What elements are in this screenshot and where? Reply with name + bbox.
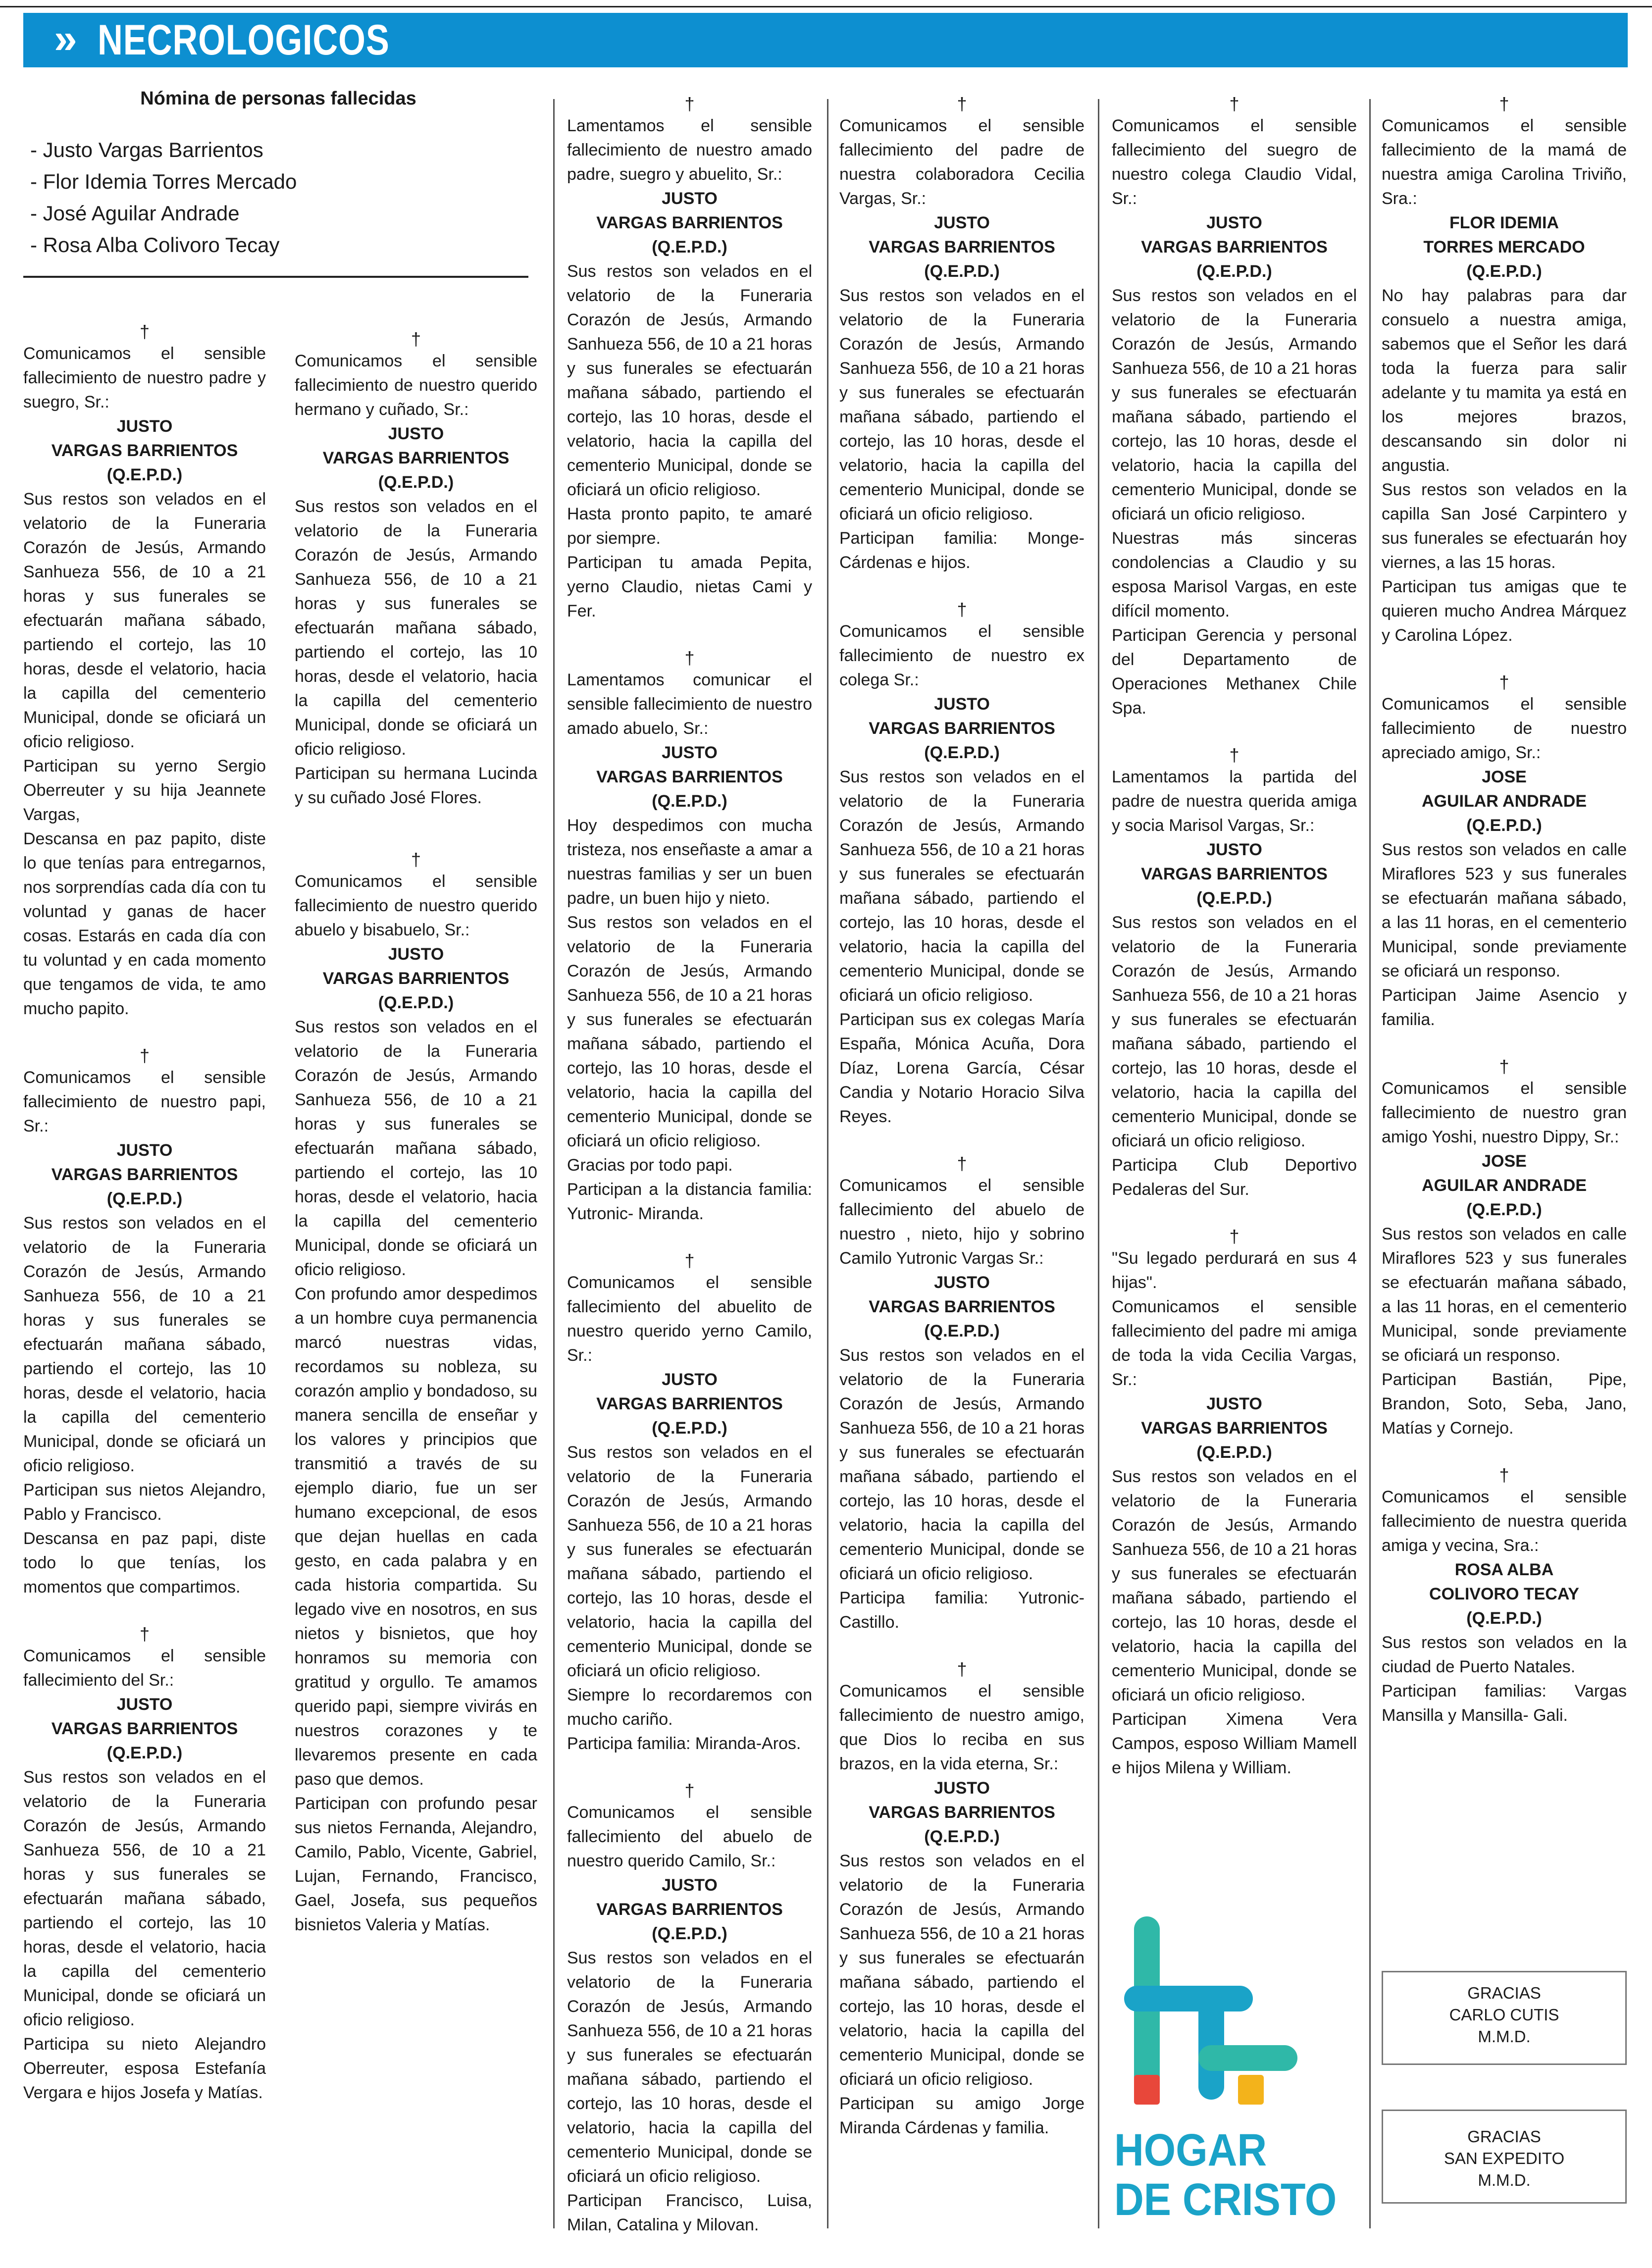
notice-restos: Sus restos son velados en el velatorio de la Funeraria Corazón de Jesús, Armando Sanhueza 556, de 10 a 21 horas y sus funerales se efectuarán mañana sábado, partiendo el cortejo, las 10 horas, desde el velatorio, hacia la capilla del cementerio Municipal, donde se oficiará un oficio religioso. <box>839 286 1084 523</box>
cross-icon: † <box>957 1153 967 1174</box>
column-3 <box>567 94 812 2237</box>
deceased-name: FLOR IDEMIA <box>1449 213 1559 232</box>
deceased-name: JUSTO <box>1206 213 1262 232</box>
notice-intro: Comunicamos el sensible fallecimiento de nuestro padre y suegro, Sr.: <box>23 344 266 412</box>
qepd-label: (Q.E.P.D.) <box>652 1924 727 1943</box>
deceased-name: JUSTO <box>662 743 718 762</box>
notice-intro: Comunicamos el sensible fallecimiento del padre mi amiga de toda la vida Cecilia Vargas, Sr.: <box>1112 1297 1357 1389</box>
nomina-item: - Justo Vargas Barrientos <box>30 138 263 161</box>
obituary-notice <box>1112 1227 1357 1780</box>
gracias-line: SAN EXPEDITO <box>1444 2149 1565 2167</box>
cross-icon: † <box>1499 672 1509 692</box>
nomina-title: Nómina de personas fallecidas <box>140 88 416 109</box>
notice-intro: Lamentamos comunicar el sensible fallecimiento de nuestro amado abuelo, Sr.: <box>567 670 812 738</box>
notice-text: Descansa en paz papi, diste todo lo que tenías, los momentos que compartimos. <box>23 1529 266 1597</box>
qepd-label: (Q.E.P.D.) <box>1466 1200 1542 1219</box>
notice-intro: Comunicamos el sensible fallecimiento del abuelo de nuestro , nieto, hijo y sobrino Camilo Yutronic Vargas Sr.: <box>839 1176 1084 1268</box>
cross-icon: † <box>139 1045 150 1066</box>
notice-text: Participan sus nietos Alejandro, Pablo y Francisco. <box>23 1481 266 1524</box>
notice-intro: Comunicamos el sensible fallecimiento de nuestro querido hermano y cuñado, Sr.: <box>295 352 537 419</box>
obituary-notice <box>1112 94 1357 721</box>
qepd-label: (Q.E.P.D.) <box>106 1744 183 1762</box>
gracias-line: M.M.D. <box>1478 2171 1531 2189</box>
notice-text: Hoy despedimos con mucha tristeza, nos enseñaste a amar a nuestras familias y ser un buen padre, un buen hijo y nieto. <box>567 816 812 908</box>
qepd-label: (Q.E.P.D.) <box>1196 262 1272 281</box>
qepd-label: (Q.E.P.D.) <box>924 743 1000 762</box>
notice-text: Nuestras más sinceras condolencias a Claudio y su esposa Marisol Vargas, en este difícil momento. <box>1112 529 1357 620</box>
logo-text-line1: HOGAR <box>1114 2125 1267 2175</box>
obituary-notice <box>1382 1465 1627 1728</box>
qepd-label: (Q.E.P.D.) <box>924 1322 1000 1340</box>
gracias-line: CARLO CUTIS <box>1449 2006 1559 2024</box>
obituary-notice <box>567 94 812 623</box>
column-2 <box>295 329 537 1937</box>
notice-restos: Sus restos son velados en el velatorio de la Funeraria Corazón de Jesús, Armando Sanhueza 556, de 10 a 21 horas y sus funerales se efectuarán mañana sábado, partiendo el cortejo, las 10 horas, desde el velatorio, hacia la capilla del cementerio Municipal, donde se oficiará un oficio religioso. <box>1112 286 1357 523</box>
deceased-surname: VARGAS BARRIENTOS <box>596 1394 783 1413</box>
gracias-line: GRACIAS <box>1467 1984 1541 2002</box>
notice-text: Descansa en paz papito, diste lo que tenías para entregarnos, nos sorprendías cada día con tu voluntad y ganas de hacer cosas. Estarás en cada día con tu voluntad y en cada momento que tengamos de vida, te amo mucho papito. <box>23 829 266 1018</box>
notice-intro: Comunicamos el sensible fallecimiento del suegro de nuestro colega Claudio Vidal, Sr.: <box>1112 116 1357 208</box>
obituary-notice <box>839 94 1084 575</box>
hogar-de-cristo-mark-icon <box>1114 1911 1382 2139</box>
page-top-rule <box>0 0 1652 7</box>
notice-text: Participan sus ex colegas María España, Mónica Acuña, Dora Díaz, Lorena García, César Candia y Notario Horacio Silva Reyes. <box>839 1010 1084 1126</box>
cross-icon: † <box>1499 94 1509 114</box>
deceased-surname: VARGAS BARRIENTOS <box>51 1165 238 1184</box>
obituary-notice <box>1382 94 1627 648</box>
section-banner <box>23 13 1628 67</box>
obituary-notice <box>295 850 537 1937</box>
cross-icon: † <box>411 329 421 349</box>
obituary-notice <box>23 1046 266 1599</box>
obituary-notice <box>295 329 537 810</box>
notice-text: Siempre lo recordaremos con mucho cariño. <box>567 1686 812 1729</box>
notice-text: Participan tu amada Pepita, yerno Claudio, nietas Cami y Fer. <box>567 553 812 620</box>
cross-icon: † <box>957 1659 967 1679</box>
column-5 <box>1112 94 1357 1780</box>
qepd-label: (Q.E.P.D.) <box>1466 262 1542 281</box>
deceased-name: JUSTO <box>116 1141 173 1160</box>
notice-text: Participan Bastián, Pipe, Brandon, Soto, Seba, Jano, Matías y Cornejo. <box>1382 1370 1627 1438</box>
obituary-notice <box>567 648 812 1226</box>
nomina-item: - José Aguilar Andrade <box>30 202 240 225</box>
notice-restos: Sus restos son velados en el velatorio de la Funeraria Corazón de Jesús, Armando Sanhueza 556, de 10 a 21 horas y sus funerales se efectuarán mañana sábado, partiendo el cortejo, las 10 horas, desde el velatorio, hacia la capilla del cementerio Municipal, donde se oficiará un oficio religioso. <box>1112 1467 1357 1704</box>
notice-restos: Sus restos son velados en el velatorio de la Funeraria Corazón de Jesús, Armando Sanhueza 556, de 10 a 21 horas y sus funerales se efectuarán mañana sábado, partiendo el cortejo, las 10 horas, desde el velatorio, hacia la capilla del cementerio Municipal, donde se oficiará un oficio religioso. <box>839 1852 1084 2089</box>
deceased-surname: VARGAS BARRIENTOS <box>1141 865 1328 883</box>
deceased-name: JUSTO <box>934 1273 990 1292</box>
qepd-label: (Q.E.P.D.) <box>652 1419 727 1438</box>
cross-icon: † <box>684 1780 695 1801</box>
deceased-surname: AGUILAR ANDRADE <box>1421 1176 1587 1195</box>
nomina-block <box>23 88 533 278</box>
notice-restos: Sus restos son velados en el velatorio de la Funeraria Corazón de Jesús, Armando Sanhueza 556, de 10 a 21 horas y sus funerales se efectuarán mañana sábado, partiendo el cortejo, las 10 horas, desde el velatorio, hacia la capilla del cementerio Municipal, donde se oficiará un oficio religioso. <box>23 1214 266 1475</box>
notice-text: Participan tus amigas que te quieren mucho Andrea Márquez y Carolina López. <box>1382 577 1627 645</box>
cross-icon: † <box>957 94 967 114</box>
obituary-notice <box>567 1781 812 2237</box>
notice-text: Participan su hermana Lucinda y su cuñado José Flores. <box>295 764 537 807</box>
cross-icon: † <box>1229 94 1239 114</box>
deceased-name: JUSTO <box>934 213 990 232</box>
notice-intro: Lamentamos el sensible fallecimiento de nuestro amado padre, suegro y abuelito, Sr.: <box>567 116 812 184</box>
notice-restos: Sus restos son velados en el velatorio de la Funeraria Corazón de Jesús, Armando Sanhueza 556, de 10 a 21 horas y sus funerales se efectuarán mañana sábado, partiendo el cortejo, las 10 horas, desde el velatorio, hacia la capilla del cementerio Municipal, donde se oficiará un oficio religioso. <box>23 1768 266 2029</box>
cross-icon: † <box>1229 745 1239 765</box>
notice-intro: Comunicamos el sensible fallecimiento de nuestro apreciado amigo, Sr.: <box>1382 695 1627 762</box>
deceased-surname: TORRES MERCADO <box>1423 238 1585 257</box>
notice-intro: Comunicamos el sensible fallecimiento del abuelito de nuestro querido yerno Camilo, Sr.: <box>567 1273 812 1365</box>
chevron-right-icon: » <box>54 15 74 62</box>
deceased-surname: VARGAS BARRIENTOS <box>869 238 1055 257</box>
column-divider <box>827 99 828 2228</box>
deceased-name: ROSA ALBA <box>1454 1560 1554 1579</box>
deceased-surname: VARGAS BARRIENTOS <box>596 1900 783 1919</box>
obituary-notice <box>1112 745 1357 1202</box>
hogar-de-cristo-logo <box>1114 1911 1382 2253</box>
notice-text: Participan familias: Vargas Mansilla y Mansilla- Gali. <box>1382 1682 1627 1725</box>
deceased-surname: VARGAS BARRIENTOS <box>596 768 783 786</box>
notice-restos: Sus restos son velados en el velatorio de la Funeraria Corazón de Jesús, Armando Sanhueza 556, de 10 a 21 horas y sus funerales se efectuarán mañana sábado, partiendo el cortejo, las 10 horas, desde el velatorio, hacia la capilla del cementerio Municipal, donde se oficiará un oficio religioso. <box>1112 913 1357 1150</box>
column-divider <box>1369 99 1371 2228</box>
deceased-name: JUSTO <box>388 945 444 964</box>
notice-restos: Sus restos son velados en el velatorio de la Funeraria Corazón de Jesús, Armando Sanhueza 556, de 10 a 21 horas y sus funerales se efectuarán mañana sábado, partiendo el cortejo, las 10 horas, desde el velatorio, hacia la capilla del cementerio Municipal, donde se oficiará un oficio religioso. <box>839 1346 1084 1583</box>
deceased-surname: VARGAS BARRIENTOS <box>322 449 510 467</box>
notice-text: Sus restos son velados en la capilla San José Carpintero y sus funerales se efectuarán hoy viernes, a las 15 horas. <box>1382 480 1627 572</box>
notice-text: Participan Gerencia y personal del Departamento de Operaciones Methanex Chile Spa. <box>1112 626 1357 718</box>
notice-intro: Comunicamos el sensible fallecimiento de nuestro ex colega Sr.: <box>839 622 1084 689</box>
cross-icon: † <box>139 1624 150 1644</box>
notice-text: Participa su nieto Alejandro Oberreuter, esposa Estefanía Vergara e hijos Josefa y Matías. <box>23 2035 266 2102</box>
notice-restos: Sus restos son velados en el velatorio de la Funeraria Corazón de Jesús, Armando Sanhueza 556, de 10 a 21 horas y sus funerales se efectuarán mañana sábado, partiendo el cortejo, las 10 horas, desde el velatorio, hacia la capilla del cementerio Municipal, donde se oficiará un oficio religioso. <box>567 262 812 499</box>
deceased-surname: COLIVORO TECAY <box>1429 1585 1579 1603</box>
deceased-surname: VARGAS BARRIENTOS <box>322 969 510 988</box>
deceased-surname: VARGAS BARRIENTOS <box>596 213 783 232</box>
notice-restos: Sus restos son velados en la ciudad de Puerto Natales. <box>1382 1633 1627 1676</box>
qepd-label: (Q.E.P.D.) <box>378 473 454 492</box>
notice-text: Participan su amigo Jorge Miranda Cárdenas y familia. <box>839 2094 1084 2137</box>
deceased-surname: AGUILAR ANDRADE <box>1421 792 1587 811</box>
obituary-notice <box>839 600 1084 1129</box>
notice-intro: Comunicamos el sensible fallecimiento de nuestro papi, Sr.: <box>23 1068 266 1135</box>
gracias-line: M.M.D. <box>1478 2027 1531 2046</box>
notice-intro: Comunicamos el sensible fallecimiento del Sr.: <box>23 1647 266 1690</box>
column-divider <box>1098 99 1099 2228</box>
deceased-name: JUSTO <box>116 417 173 436</box>
section-title: NECROLOGICOS <box>98 16 390 64</box>
deceased-name: JOSE <box>1482 1152 1527 1171</box>
notice-text: Participa familia: Yutronic-Castillo. <box>839 1589 1084 1632</box>
notice-restos: Sus restos son velados en calle Miraflores 523 y sus funerales se efectuarán mañana sábado, a las 11 horas, en el cementerio Municipal, sonde previamente se oficiará un responso. <box>1382 840 1627 980</box>
notice-text: Participa familia: Miranda-Aros. <box>567 1734 801 1753</box>
deceased-name: JOSE <box>1482 768 1527 786</box>
notice-quote: "Su legado perdurará en sus 4 hijas". <box>1112 1249 1357 1292</box>
qepd-label: (Q.E.P.D.) <box>1196 1443 1272 1462</box>
notice-text: Gracias por todo papi. <box>567 1156 733 1175</box>
notice-text: Con profundo amor despedimos a un hombre cuya permanencia marcó nuestras vidas, recordamos su nobleza, su corazón amplio y bondadoso, su manera sencilla de enseñar y los valores y principios que transmitió a través de su ejemplo diario, fue un ser humano excepcional, de esos que dejan huellas en cada gesto, en cada palabra y en cada historia compartida. Su legado vive en nosotros, en sus nietos y bisnietos, que hoy honramos su memoria con gratitud y orgullo. Te amamos querido papi, siempre vivirás en nuestros corazones y te llevaremos presente en cada paso que demos. <box>295 1285 537 1789</box>
cross-icon: † <box>684 1250 695 1271</box>
cross-icon: † <box>1499 1056 1509 1077</box>
qepd-label: (Q.E.P.D.) <box>924 1827 1000 1846</box>
notice-text: Participan familia: Monge-Cárdenas e hijos. <box>839 529 1084 572</box>
obituary-notice <box>567 1251 812 1756</box>
deceased-surname: VARGAS BARRIENTOS <box>869 1803 1055 1822</box>
notice-restos: Sus restos son velados en el velatorio de la Funeraria Corazón de Jesús, Armando Sanhueza 556, de 10 a 21 horas y sus funerales se efectuarán mañana sábado, partiendo el cortejo, las 10 horas, desde el velatorio, hacia la capilla del cementerio Municipal, donde se oficiará un oficio religioso. <box>23 490 266 751</box>
notice-intro: Lamentamos la partida del padre de nuestra querida amiga y socia Marisol Vargas, Sr.: <box>1112 768 1357 835</box>
qepd-label: (Q.E.P.D.) <box>106 465 183 484</box>
qepd-label: (Q.E.P.D.) <box>652 792 727 811</box>
qepd-label: (Q.E.P.D.) <box>1196 889 1272 908</box>
notice-restos: Sus restos son velados en el velatorio de la Funeraria Corazón de Jesús, Armando Sanhueza 556, de 10 a 21 horas y sus funerales se efectuarán mañana sábado, partiendo el cortejo, las 10 horas, desde el velatorio, hacia la capilla del cementerio Municipal, donde se oficiará un oficio religioso. <box>567 913 812 1150</box>
obituary-notice <box>1382 1057 1627 1441</box>
cross-icon: † <box>957 599 967 619</box>
deceased-surname: VARGAS BARRIENTOS <box>1141 1419 1328 1438</box>
notice-restos: Sus restos son velados en el velatorio de la Funeraria Corazón de Jesús, Armando Sanhueza 556, de 10 a 21 horas y sus funerales se efectuarán mañana sábado, partiendo el cortejo, las 10 horas, desde el velatorio, hacia la capilla del cementerio Municipal, donde se oficiará un oficio religioso. <box>295 497 537 759</box>
notice-restos: Sus restos son velados en calle Miraflores 523 y sus funerales se efectuarán mañana sábado, a las 11 horas, en el cementerio Municipal, sonde previamente se oficiará un responso. <box>1382 1225 1627 1365</box>
notice-text: Participan Ximena Vera Campos, esposo William Mamell e hijos Milena y William. <box>1112 1710 1357 1777</box>
notice-intro: Comunicamos el sensible fallecimiento del abuelo de nuestro querido Camilo, Sr.: <box>567 1803 812 1870</box>
column-4 <box>839 94 1084 2140</box>
deceased-name: JUSTO <box>388 424 444 443</box>
notice-intro: Comunicamos el sensible fallecimiento de nuestra querida amiga y vecina, Sra.: <box>1382 1488 1627 1555</box>
qepd-label: (Q.E.P.D.) <box>1466 816 1542 835</box>
notice-text: Participan Jaime Asencio y familia. <box>1382 986 1627 1029</box>
notice-text: Participa Club Deportivo Pedaleras del Sur. <box>1112 1156 1357 1199</box>
deceased-name: JUSTO <box>662 1370 718 1389</box>
deceased-name: JUSTO <box>934 1779 990 1798</box>
nomina-item: - Flor Idemia Torres Mercado <box>30 170 297 193</box>
notice-restos: Sus restos son velados en el velatorio de la Funeraria Corazón de Jesús, Armando Sanhueza 556, de 10 a 21 horas y sus funerales se efectuarán mañana sábado, partiendo el cortejo, las 10 horas, desde el velatorio, hacia la capilla del cementerio Municipal, donde se oficiará un oficio religioso. <box>567 1443 812 1680</box>
notice-text: Participan a la distancia familia: Yutronic- Miranda. <box>567 1180 812 1223</box>
nomina-item: - Rosa Alba Colivoro Tecay <box>30 233 280 257</box>
obituary-notice <box>839 1659 1084 2140</box>
deceased-surname: VARGAS BARRIENTOS <box>51 441 238 460</box>
nomina-divider <box>23 276 528 278</box>
obituary-notice <box>1382 672 1627 1032</box>
deceased-name: JUSTO <box>662 189 718 208</box>
deceased-name: JUSTO <box>1206 1394 1262 1413</box>
cross-icon: † <box>684 94 695 114</box>
deceased-surname: VARGAS BARRIENTOS <box>869 1297 1055 1316</box>
notice-intro: Comunicamos el sensible fallecimiento de nuestro amigo, que Dios lo reciba en sus brazos, en la vida eterna, Sr.: <box>839 1682 1084 1773</box>
gracias-line: GRACIAS <box>1467 2127 1541 2146</box>
cross-icon: † <box>1499 1465 1509 1485</box>
notice-text: Participan su yerno Sergio Oberreuter y su hija Jeannete Vargas, <box>23 757 266 824</box>
gracias-box <box>1382 1971 1627 2065</box>
gracias-box <box>1382 2110 1627 2204</box>
notice-text: Participan con profundo pesar sus nietos Fernanda, Alejandro, Camilo, Pablo, Vicente, Gabriel, Lujan, Fernando, Francisco, Gael, Josefa, sus pequeños bisnietos Valeria y Matías. <box>295 1794 537 1934</box>
obituary-notice <box>23 322 266 1021</box>
deceased-name: JUSTO <box>1206 840 1262 859</box>
deceased-surname: VARGAS BARRIENTOS <box>51 1719 238 1738</box>
cross-icon: † <box>411 849 421 870</box>
logo-text-line2: DE CRISTO <box>1114 2174 1337 2225</box>
notice-intro: Comunicamos el sensible fallecimiento de nuestro gran amigo Yoshi, nuestro Dippy, Sr.: <box>1382 1079 1627 1146</box>
notice-text: No hay palabras para dar consuelo a nuestra amiga, sabemos que el Señor les dará toda la fuerza para salir adelante y tu mamita ya está en los mejores brazos, descansando sin dolor ni angustia. <box>1382 286 1627 475</box>
cross-icon: † <box>139 321 150 342</box>
notice-intro: Comunicamos el sensible fallecimiento de nuestro querido abuelo y bisabuelo, Sr.: <box>295 872 537 939</box>
cross-icon: † <box>684 648 695 668</box>
notice-text: Participan Francisco, Luisa, Milan, Catalina y Milovan. <box>567 2191 812 2234</box>
notice-restos: Sus restos son velados en el velatorio de la Funeraria Corazón de Jesús, Armando Sanhueza 556, de 10 a 21 horas y sus funerales se efectuarán mañana sábado, partiendo el cortejo, las 10 horas, desde el velatorio, hacia la capilla del cementerio Municipal, donde se oficiará un oficio religioso. <box>567 1949 812 2186</box>
notice-intro: Comunicamos el sensible fallecimiento del padre de nuestra colaboradora Cecilia Vargas, Sr.: <box>839 116 1084 208</box>
obituary-notice <box>839 1154 1084 1635</box>
obituary-notice <box>23 1624 266 2105</box>
qepd-label: (Q.E.P.D.) <box>378 993 454 1012</box>
qepd-label: (Q.E.P.D.) <box>1466 1609 1542 1628</box>
column-6 <box>1382 94 1627 1728</box>
column-1 <box>23 322 266 2105</box>
deceased-name: JUSTO <box>662 1876 718 1895</box>
notice-restos: Sus restos son velados en el velatorio de la Funeraria Corazón de Jesús, Armando Sanhueza 556, de 10 a 21 horas y sus funerales se efectuarán mañana sábado, partiendo el cortejo, las 10 horas, desde el velatorio, hacia la capilla del cementerio Municipal, donde se oficiará un oficio religioso. <box>295 1018 537 1279</box>
deceased-name: JUSTO <box>934 695 990 714</box>
deceased-surname: VARGAS BARRIENTOS <box>869 719 1055 738</box>
qepd-label: (Q.E.P.D.) <box>924 262 1000 281</box>
cross-icon: † <box>1229 1226 1239 1246</box>
notice-restos: Sus restos son velados en el velatorio de la Funeraria Corazón de Jesús, Armando Sanhueza 556, de 10 a 21 horas y sus funerales se efectuarán mañana sábado, partiendo el cortejo, las 10 horas, desde el velatorio, hacia la capilla del cementerio Municipal, donde se oficiará un oficio religioso. <box>839 768 1084 1005</box>
deceased-surname: VARGAS BARRIENTOS <box>1141 238 1328 257</box>
qepd-label: (Q.E.P.D.) <box>652 238 727 257</box>
column-divider <box>553 99 555 2228</box>
notice-text: Hasta pronto papito, te amaré por siempre. <box>567 505 812 548</box>
deceased-name: JUSTO <box>116 1695 173 1714</box>
notice-intro: Comunicamos el sensible fallecimiento de la mamá de nuestra amiga Carolina Triviño, Sra.: <box>1382 116 1627 208</box>
qepd-label: (Q.E.P.D.) <box>106 1189 183 1208</box>
